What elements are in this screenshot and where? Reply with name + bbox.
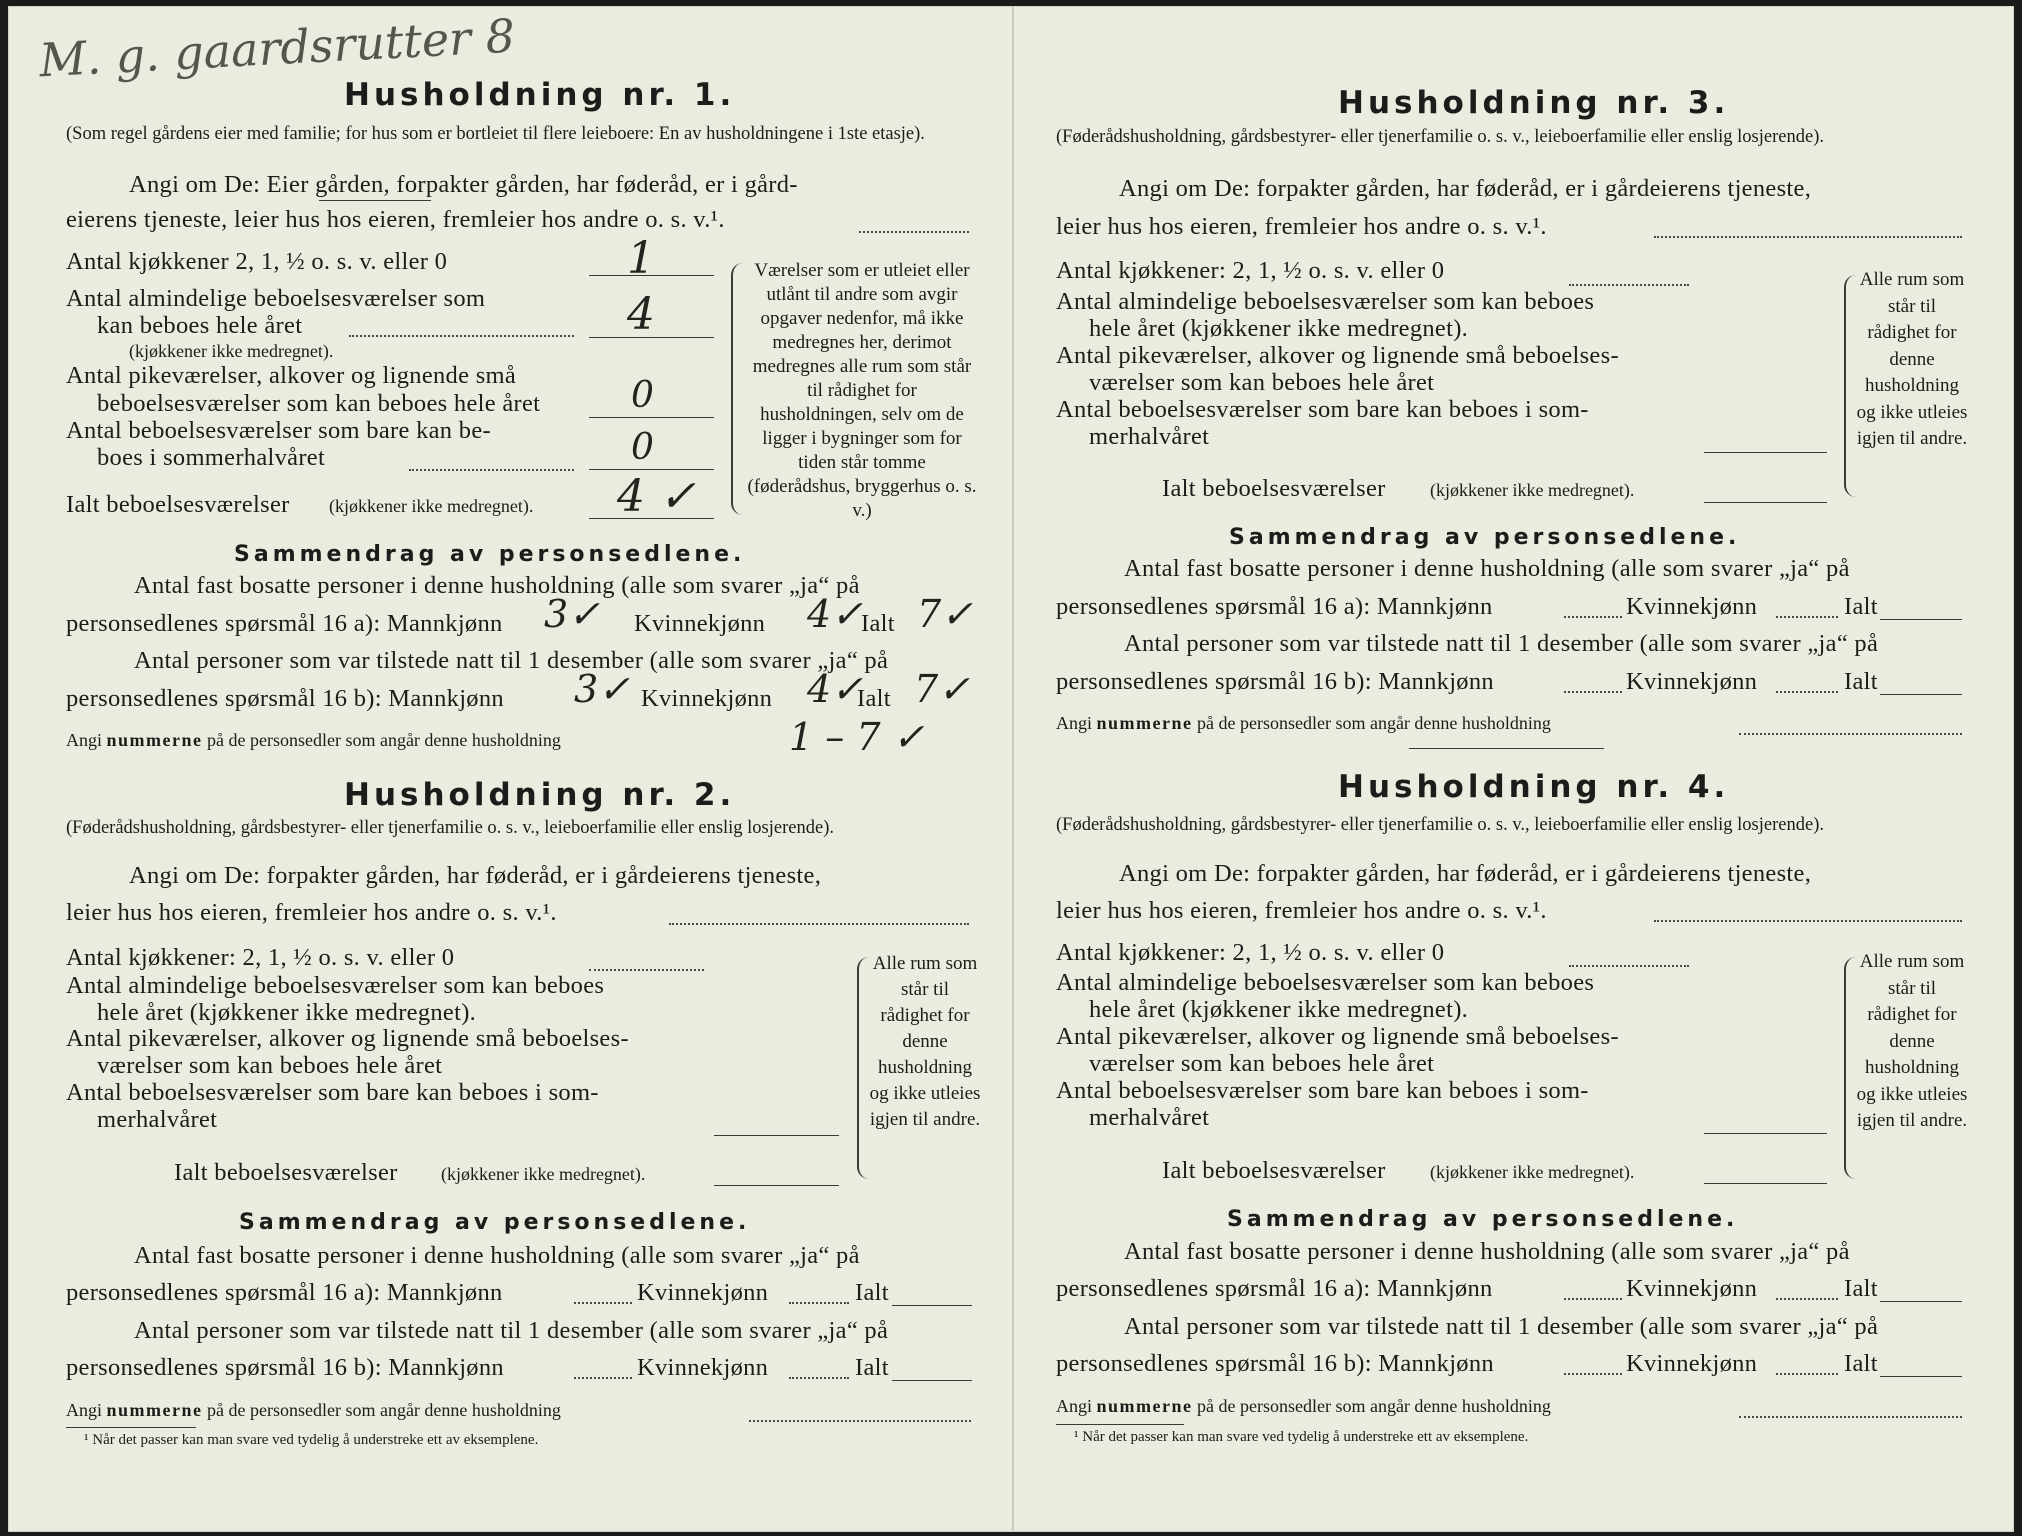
household-2-small-q-a: Antal pikeværelser, alkover og lignende små beboelses-: [66, 1025, 629, 1052]
household-2-s1-line-a: Antal fast bosatte personer i denne husholdning (alle som svarer „ja“ på: [134, 1242, 860, 1269]
household-1-m16b: 3✓: [574, 667, 631, 711]
household-2-rooms-q-b: hele året (kjøkkener ikke medregnet).: [97, 999, 477, 1026]
household-3-small-q-b: værelser som kan beboes hele året: [1089, 369, 1435, 396]
household-4-angi-line2: leier hus hos eieren, fremleier hos andre o. s. v.¹.: [1056, 897, 1547, 924]
household-2-summer-q-b: merhalvåret: [97, 1106, 218, 1133]
household-3-s1-line-b: personsedlenes spørsmål 16 a): Mannkjønn: [1056, 593, 1493, 620]
household-1-s1-line-b: personsedlenes spørsmål 16 a): Mannkjønn: [66, 610, 503, 637]
household-3-t16b-line: [1880, 694, 1962, 695]
household-4-angi-line1: Angi om De: forpakter gården, har føderåd, er i gårdeierens tjeneste,: [1119, 860, 1812, 887]
household-2-total-line: [714, 1185, 839, 1186]
household-2-side-note: Alle rum som står til rådighet for denne husholdning og ikke utleies igjen til andre.: [869, 953, 981, 1130]
household-4-summer-line: [1704, 1133, 1827, 1134]
household-1-brace: [731, 263, 745, 515]
household-1-angi-line1: Angi om De: Eier gården, forpakter gården, har føderåd, er i gård-: [129, 171, 798, 198]
household-4-k16b-dots: [1776, 1373, 1838, 1375]
household-4-s2-line-a: Antal personer som var tilstede natt til 1 desember (alle som svarer „ja“ på: [1124, 1313, 1879, 1340]
household-1-s2-line-b: personsedlenes spørsmål 16 b): Mannkjønn: [66, 685, 504, 712]
household-2-m16a-dots: [574, 1302, 632, 1304]
household-1-t16a: 7✓: [917, 592, 974, 636]
household-2-total-note: (kjøkkener ikke medregnet).: [441, 1164, 646, 1184]
household-3-angi-dots: [1654, 236, 1962, 238]
household-4-kitchens-q: Antal kjøkkener: 2, 1, ½ o. s. v. eller 0: [1056, 939, 1445, 966]
household-2-kitchens-q: Antal kjøkkener: 2, 1, ½ o. s. v. eller 0: [66, 944, 455, 971]
household-1-nummer-line: Angi nummerne på de personsedler som angår denne husholdning: [66, 730, 561, 750]
household-1-k16b: 4✓: [807, 667, 864, 711]
household-2-s2-kvinne: Kvinnekjønn: [637, 1354, 769, 1381]
household-2-s1-ialt: Ialt: [855, 1279, 889, 1306]
household-2-small-q-b: værelser som kan beboes hele året: [97, 1052, 443, 1079]
household-1-small-q-a: Antal pikeværelser, alkover og lignende små: [66, 362, 517, 389]
household-1-kitchens-q: Antal kjøkkener 2, 1, ½ o. s. v. eller 0: [66, 248, 448, 275]
household-1-small-q-b: beboelsesværelser som kan beboes hele året: [97, 390, 541, 417]
right-page: [1014, 7, 2013, 1531]
household-2-s2-ialt: Ialt: [855, 1354, 889, 1381]
footnote-right: ¹ Når det passer kan man svare ved tydelig å understreke ett av eksemplene.: [1074, 1429, 1529, 1445]
household-3-note: (Føderådshusholdning, gårdsbestyrer- eller tjenerfamilie o. s. v., leieboerfamilie eller enslig losjerende).: [1056, 127, 1824, 147]
household-1-s2-ialt: Ialt: [857, 685, 891, 712]
household-3-s2-kvinne: Kvinnekjønn: [1626, 668, 1758, 695]
household-1-summer-line: [589, 469, 714, 470]
household-1-side-note: Værelser som er utleiet eller utlånt til andre som avgir opgaver nedenfor, må ikke medregnes her, derimot medregnes alle rum som står til rådighet for husholdningen, selv om de ligger i bygninger som for tiden står tomme (føderådshus, bryggerhus o. s. v.): [747, 260, 977, 521]
household-1-rooms-q-a: Antal almindelige beboelsesværelser som: [66, 285, 486, 312]
household-3-title: Husholdning nr. 3.: [1338, 85, 1730, 121]
household-4-nummer-dots: [1739, 1416, 1962, 1418]
household-1-s1-kvinne: Kvinnekjønn: [634, 610, 766, 637]
household-3-total-note: (kjøkkener ikke medregnet).: [1430, 480, 1635, 500]
footnote-rule-left: [66, 1427, 196, 1428]
household-2-s2-line-b: personsedlenes spørsmål 16 b): Mannkjønn: [66, 1354, 504, 1381]
household-1-summary-title: Sammendrag av personsedlene.: [234, 542, 746, 567]
household-4-t16a-line: [1880, 1301, 1962, 1302]
household-3-small-q-a: Antal pikeværelser, alkover og lignende små beboelses-: [1056, 342, 1619, 369]
household-4-s1-line-a: Antal fast bosatte personer i denne husholdning (alle som svarer „ja“ på: [1124, 1238, 1850, 1265]
household-2-angi-line1: Angi om De: forpakter gården, har føderåd, er i gårdeierens tjeneste,: [129, 862, 822, 889]
household-3-s2-ialt: Ialt: [1844, 668, 1878, 695]
household-4-k16a-dots: [1776, 1298, 1838, 1300]
household-3-kitchens-q: Antal kjøkkener: 2, 1, ½ o. s. v. eller 0: [1056, 257, 1445, 284]
household-4-s2-line-b: personsedlenes spørsmål 16 b): Mannkjønn: [1056, 1350, 1494, 1377]
household-1-s1-line-a: Antal fast bosatte personer i denne husholdning (alle som svarer „ja“ på: [134, 572, 860, 599]
household-3-summer-q-b: merhalvåret: [1089, 423, 1210, 450]
household-3-angi-line1: Angi om De: forpakter gården, har føderåd, er i gårdeierens tjeneste,: [1119, 175, 1812, 202]
household-4-angi-dots: [1654, 920, 1962, 922]
household-3-summer-q-a: Antal beboelsesværelser som bare kan beboes i som-: [1056, 396, 1589, 423]
household-3-s2-line-b: personsedlenes spørsmål 16 b): Mannkjønn: [1056, 668, 1494, 695]
household-3-s2-line-a: Antal personer som var tilstede natt til 1 desember (alle som svarer „ja“ på: [1124, 630, 1879, 657]
household-2-angi-dots: [669, 923, 969, 925]
household-2-nummer-line: Angi nummerne på de personsedler som angår denne husholdning: [66, 1400, 561, 1420]
household-4-rooms-q-b: hele året (kjøkkener ikke medregnet).: [1089, 996, 1469, 1023]
household-2-t16a-line: [892, 1305, 972, 1306]
household-1-angi-dots: [859, 231, 969, 233]
household-1-angi-line2: eierens tjeneste, leier hus hos eieren, fremleier hos andre o. s. v.¹.: [66, 206, 725, 233]
household-4-kitchens-dots: [1569, 965, 1689, 967]
household-2-k16b-dots: [789, 1377, 849, 1379]
household-1-total-note: (kjøkkener ikke medregnet).: [329, 496, 534, 516]
household-2-rooms-q-a: Antal almindelige beboelsesværelser som kan beboes: [66, 972, 605, 999]
household-3-summer-line: [1704, 452, 1827, 453]
household-4-s1-ialt: Ialt: [1844, 1275, 1878, 1302]
household-3-rooms-q-a: Antal almindelige beboelsesværelser som kan beboes: [1056, 288, 1595, 315]
household-3-t16a-line: [1880, 619, 1962, 620]
household-1-summer-answer: 0: [631, 427, 654, 468]
household-3-rooms-q-b: hele året (kjøkkener ikke medregnet).: [1089, 315, 1469, 342]
household-1-s1-ialt: Ialt: [861, 610, 895, 637]
household-2-summer-q-a: Antal beboelsesværelser som bare kan beboes i som-: [66, 1079, 599, 1106]
household-4-total-note: (kjøkkener ikke medregnet).: [1430, 1162, 1635, 1182]
census-form-sheet: [8, 6, 2014, 1532]
household-3-total-q: Ialt beboelsesværelser: [1162, 475, 1386, 502]
household-3-k16a-dots: [1776, 616, 1838, 618]
household-4-note: (Føderådshusholdning, gårdsbestyrer- eller tjenerfamilie o. s. v., leieboerfamilie eller enslig losjerende).: [1056, 815, 1824, 835]
household-4-title: Husholdning nr. 4.: [1338, 769, 1730, 805]
household-4-summer-q-a: Antal beboelsesværelser som bare kan beboes i som-: [1056, 1077, 1589, 1104]
household-separator: [1409, 748, 1604, 749]
household-1-total-q: Ialt beboelsesværelser: [66, 491, 290, 518]
household-1-t16b: 7✓: [914, 667, 971, 711]
household-3-side-note: Alle rum som står til rådighet for denne husholdning og ikke utleies igjen til andre.: [1856, 269, 1968, 449]
household-1-small-answer: 0: [631, 375, 654, 416]
household-2-total-q: Ialt beboelsesværelser: [174, 1159, 398, 1186]
household-2-s2-line-a: Antal personer som var tilstede natt til 1 desember (alle som svarer „ja“ på: [134, 1317, 889, 1344]
household-4-rooms-q-a: Antal almindelige beboelsesværelser som kan beboes: [1056, 969, 1595, 996]
household-1-k16a: 4✓: [807, 592, 864, 636]
household-2-m16b-dots: [574, 1377, 632, 1379]
household-1-kitchens-answer: 1: [627, 233, 655, 284]
household-2-s1-line-b: personsedlenes spørsmål 16 a): Mannkjønn: [66, 1279, 503, 1306]
household-1-summer-q-b: boes i sommerhalvåret: [97, 444, 326, 471]
household-4-nummer-line: Angi nummerne på de personsedler som angår denne husholdning: [1056, 1396, 1551, 1416]
household-4-m16b-dots: [1564, 1373, 1622, 1375]
household-2-summary-title: Sammendrag av personsedlene.: [239, 1210, 751, 1235]
household-1-m16a: 3✓: [544, 592, 601, 636]
household-1-s2-line-a: Antal personer som var tilstede natt til 1 desember (alle som svarer „ja“ på: [134, 647, 889, 674]
household-4-s1-kvinne: Kvinnekjønn: [1626, 1275, 1758, 1302]
household-1-rooms-q-c: (kjøkkener ikke medregnet).: [129, 341, 334, 361]
household-4-side-note: Alle rum som står til rådighet for denne husholdning og ikke utleies igjen til andre.: [1856, 951, 1968, 1131]
footnote-left: ¹ Når det passer kan man svare ved tydelig å understreke ett av eksemplene.: [84, 1432, 539, 1448]
household-4-s1-line-b: personsedlenes spørsmål 16 a): Mannkjønn: [1056, 1275, 1493, 1302]
household-4-total-line: [1704, 1183, 1827, 1184]
household-4-summary-title: Sammendrag av personsedlene.: [1227, 1207, 1739, 1232]
household-3-m16b-dots: [1564, 691, 1622, 693]
household-1-summer-q-a: Antal beboelsesværelser som bare kan be-: [66, 417, 491, 444]
household-2-note: (Føderådshusholdning, gårdsbestyrer- eller tjenerfamilie o. s. v., leieboerfamilie eller enslig losjerende).: [66, 818, 834, 838]
household-3-nummer-line: Angi nummerne på de personsedler som angår denne husholdning: [1056, 713, 1551, 733]
household-3-m16a-dots: [1564, 616, 1622, 618]
household-3-s1-line-a: Antal fast bosatte personer i denne husholdning (alle som svarer „ja“ på: [1124, 555, 1850, 582]
left-page: [9, 7, 1009, 1531]
household-4-small-q-a: Antal pikeværelser, alkover og lignende små beboelses-: [1056, 1023, 1619, 1050]
household-1-rooms-answer: 4: [627, 289, 655, 340]
household-4-s2-kvinne: Kvinnekjønn: [1626, 1350, 1758, 1377]
household-3-summary-title: Sammendrag av personsedlene.: [1229, 525, 1741, 550]
household-3-k16b-dots: [1776, 691, 1838, 693]
footnote-rule-right: [1056, 1424, 1184, 1425]
household-2-title: Husholdning nr. 2.: [344, 777, 736, 813]
household-2-nummer-dots: [749, 1420, 971, 1422]
household-2-summer-line: [714, 1135, 839, 1136]
household-2-t16b-line: [892, 1380, 972, 1381]
household-1-note: (Som regel gårdens eier med familie; for hus som er bortleiet til flere leieboere: En av husholdningene i 1ste etasje).: [66, 124, 925, 144]
household-2-s1-kvinne: Kvinnekjønn: [637, 1279, 769, 1306]
household-3-total-line: [1704, 502, 1827, 503]
household-4-m16a-dots: [1564, 1298, 1622, 1300]
household-1-s2-kvinne: Kvinnekjønn: [641, 685, 773, 712]
household-4-s2-ialt: Ialt: [1844, 1350, 1878, 1377]
household-3-nummer-dots: [1739, 733, 1962, 735]
household-4-total-q: Ialt beboelsesværelser: [1162, 1157, 1386, 1184]
household-3-s1-kvinne: Kvinnekjønn: [1626, 593, 1758, 620]
household-1-rooms-q-b: kan beboes hele året: [97, 312, 303, 339]
household-2-k16a-dots: [789, 1302, 849, 1304]
household-4-small-q-b: værelser som kan beboes hele året: [1089, 1050, 1435, 1077]
household-1-summer-dots: [409, 469, 574, 471]
household-3-angi-line2: leier hus hos eieren, fremleier hos andre o. s. v.¹.: [1056, 213, 1547, 240]
household-4-t16b-line: [1880, 1376, 1962, 1377]
household-2-angi-line2: leier hus hos eieren, fremleier hos andre o. s. v.¹.: [66, 899, 557, 926]
household-1-small-line: [589, 417, 714, 418]
household-4-summer-q-b: merhalvåret: [1089, 1104, 1210, 1131]
household-1-nummer-answer: 1 – 7 ✓: [789, 715, 925, 759]
household-3-kitchens-dots: [1569, 284, 1689, 286]
household-1-total-answer: 4 ✓: [617, 471, 696, 522]
pencil-note: M. g. gaardsrutter 8: [37, 8, 517, 88]
household-3-s1-ialt: Ialt: [1844, 593, 1878, 620]
household-2-kitchens-dots: [589, 969, 704, 971]
household-1-rooms-dots: [349, 335, 574, 337]
eier-underline: [319, 200, 431, 201]
household-1-title: Husholdning nr. 1.: [344, 77, 736, 113]
